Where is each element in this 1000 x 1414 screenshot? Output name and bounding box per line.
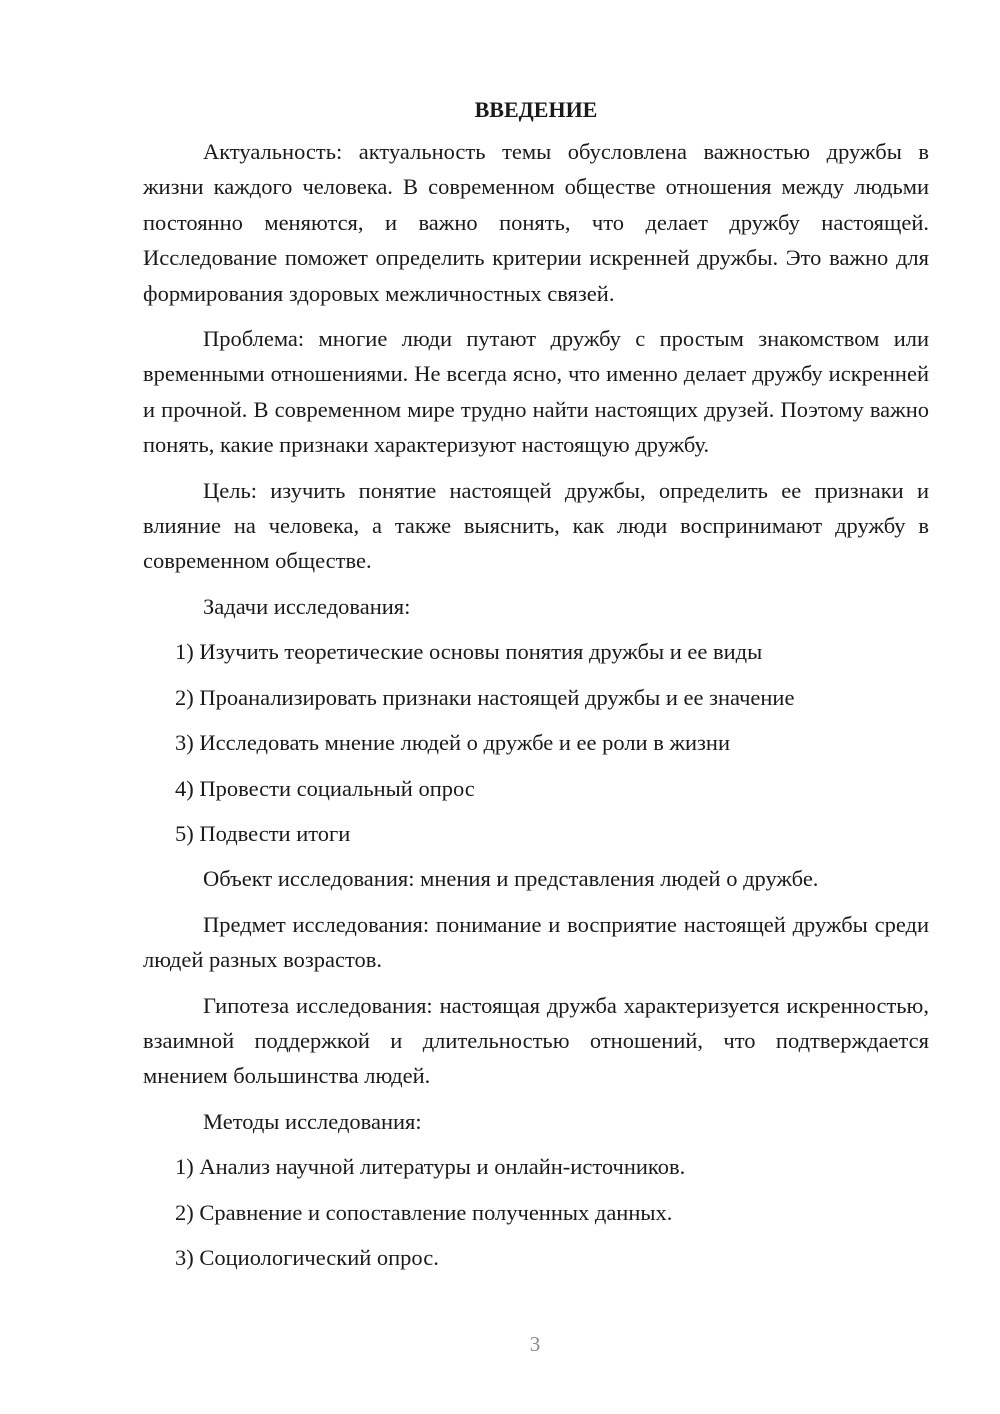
tasks-heading: Задачи исследования:: [203, 593, 411, 619]
methods-heading: Методы исследования:: [203, 1108, 422, 1134]
list-item: 1) Изучить теоретические основы понятия дружбы и ее виды: [175, 639, 763, 665]
list-item: 2) Сравнение и сопоставление полученных данных.: [175, 1199, 673, 1225]
list-item: 4) Провести социальный опрос: [175, 775, 475, 801]
list-item: 3) Социологический опрос.: [175, 1244, 439, 1270]
list-item: 1) Анализ научной литературы и онлайн-источников.: [175, 1154, 686, 1180]
page-number: 3: [529, 1332, 541, 1356]
methods-list: [143, 1149, 929, 1275]
list-item: 2) Проанализировать признаки настоящей дружбы и ее значение: [175, 684, 795, 710]
paragraph-relevance: Актуальность: актуальность темы обусловлена важностью дружбы в жизни каждого человека. В современном обществе отношения между людьми постоянно меняются, и важно понять, что делает дружбу настоящей. Исследование поможет определить критерии искренней дружбы. Это важно для формирования здоровых межличностных связей.: [143, 139, 929, 306]
tasks-list: [143, 634, 929, 851]
document-page: [143, 92, 929, 1285]
paragraph-object: Объект исследования: мнения и представления людей о дружбе.: [203, 866, 819, 892]
paragraph-goal: Цель: изучить понятие настоящей дружбы, определить ее признаки и влияние на человека, а также выяснить, как люди воспринимают дружбу в современном обществе.: [143, 477, 929, 574]
paragraph-hypothesis: Гипотеза исследования: настоящая дружба характеризуется искренностью, взаимной поддержкой и длительностью отношений, что подтверждается мнением большинства людей.: [143, 992, 929, 1089]
list-item: 3) Исследовать мнение людей о дружбе и ее роли в жизни: [175, 730, 731, 756]
paragraph-problem: Проблема: многие люди путают дружбу с простым знакомством или временными отношениями. Не всегда ясно, что именно делает дружбу искренней и прочной. В современном мире трудно найти настоящих друзей. Поэтому важно понять, какие признаки характеризуют настоящую дружбу.: [143, 326, 929, 458]
list-item: 5) Подвести итоги: [175, 820, 351, 846]
section-title: ВВЕДЕНИЕ: [474, 97, 598, 122]
paragraph-subject: Предмет исследования: понимание и восприятие настоящей дружбы среди людей разных возрастов.: [143, 911, 929, 973]
